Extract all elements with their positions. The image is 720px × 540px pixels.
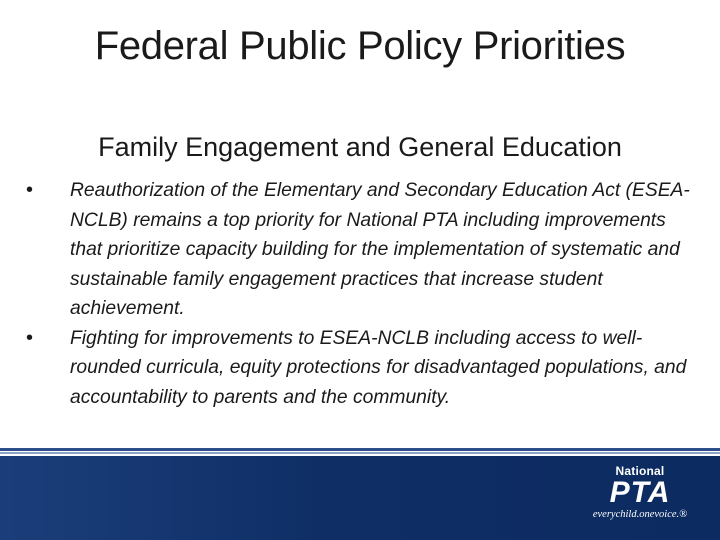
bullet-text: Reauthorization of the Elementary and Secondary Education Act (ESEA-NCLB) remains a top priority for National PTA including improvements that prioritize capacity building for the implementation of systematic and sustainable family engagement practices that increase student achievement.: [70, 180, 690, 319]
slide-subtitle: Family Engagement and General Education: [98, 132, 622, 162]
logo-national-text: National: [615, 464, 665, 478]
bullet-item: [26, 176, 696, 324]
footer-divider: [0, 448, 720, 451]
bullet-item: [26, 324, 696, 413]
bullet-list: [26, 176, 696, 412]
bullet-marker: •: [26, 326, 34, 349]
footer-divider-light: [0, 452, 720, 454]
pta-logo: [588, 464, 692, 530]
bullet-marker: •: [26, 179, 34, 201]
bullet-text: Fighting for improvements to ESEA-NCLB including access to well-rounded curricula, equity protections for disadvantaged populations, and accountability to parents and the community.: [70, 327, 687, 408]
slide-title: Federal Public Policy Priorities: [94, 24, 626, 68]
logo-tagline: everychild.onevoice.®: [592, 509, 688, 520]
logo-pta-text: PTA: [609, 476, 671, 509]
